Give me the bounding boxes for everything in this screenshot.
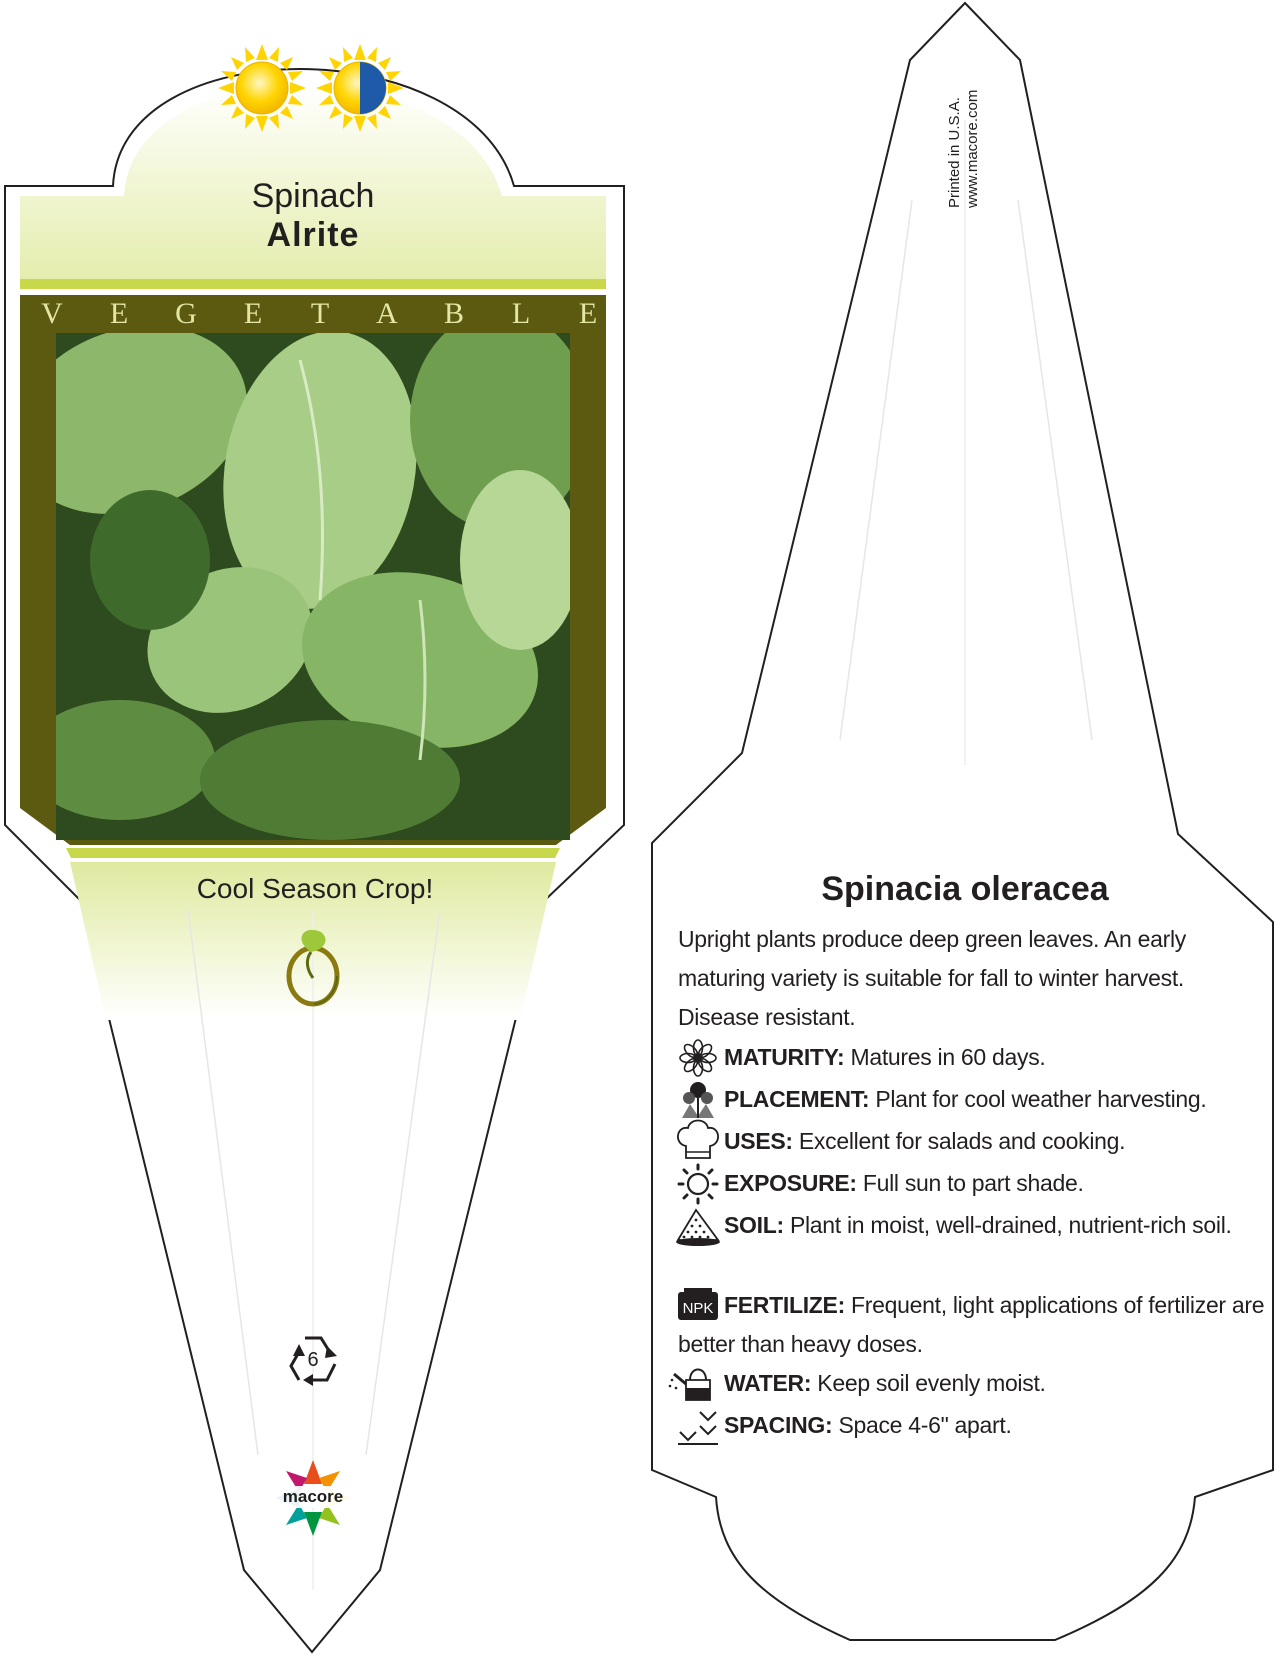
attribute-placement <box>678 1080 1268 1119</box>
attribute-label: EXPOSURE: <box>724 1170 857 1196</box>
category-letter: L <box>511 297 531 330</box>
botanical-name: Spinacia oleracea <box>821 870 1109 908</box>
attribute-label: WATER: <box>724 1370 812 1396</box>
attribute-text: Matures in 60 days. <box>850 1044 1046 1070</box>
website: www.macore.com <box>964 89 981 208</box>
part-shade-icon <box>316 44 404 132</box>
lime-rule-bottom <box>66 848 560 858</box>
attribute-water <box>678 1364 1268 1403</box>
category-letter: E <box>109 297 129 330</box>
attribute-text: Plant in moist, well-drained, nutrient-rich soil. <box>789 1212 1232 1238</box>
category-letter: B <box>443 297 464 330</box>
category-letter: A <box>376 297 398 330</box>
attribute-text: Plant for cool weather harvesting. <box>875 1086 1207 1112</box>
attribute-uses <box>678 1122 1268 1161</box>
attribute-maturity <box>678 1038 1268 1077</box>
printed-in-label: Printed in U.S.A. <box>946 97 963 208</box>
attribute-label: PLACEMENT: <box>724 1086 870 1112</box>
spinach-photo <box>0 294 590 840</box>
description: Upright plants produce deep green leaves. An early maturing variety is suitable for fall to winter harvest. Disease resistant. <box>678 926 1186 1030</box>
category-letter: V <box>41 297 63 330</box>
attribute-fertilize <box>678 1286 1268 1364</box>
attribute-text: Excellent for salads and cooking. <box>798 1128 1126 1154</box>
variety-name: Alrite <box>266 216 360 254</box>
attribute-label: FERTILIZE: <box>724 1292 845 1318</box>
category-banner <box>40 297 600 333</box>
printed-in <box>946 28 982 208</box>
category-letter: T <box>310 297 330 330</box>
npk-label: NPK <box>682 1300 714 1317</box>
attribute-exposure <box>678 1164 1268 1203</box>
category-letter: G <box>175 297 197 330</box>
attribute-soil <box>678 1206 1268 1245</box>
brand-name: macore <box>282 1487 344 1506</box>
recycle-code: 6 <box>307 1349 319 1371</box>
attribute-text: Full sun to part shade. <box>862 1170 1084 1196</box>
attribute-text: Frequent, light applications of fertilizer are better than heavy doses. <box>678 1292 1265 1357</box>
tagline: Cool Season Crop! <box>196 873 434 904</box>
category-letter: E <box>578 297 598 330</box>
category-letter: E <box>243 297 263 330</box>
attribute-text: Keep soil evenly moist. <box>817 1370 1046 1396</box>
attribute-text: Space 4-6" apart. <box>838 1412 1012 1438</box>
attribute-label: SOIL: <box>724 1212 784 1238</box>
attribute-label: USES: <box>724 1128 793 1154</box>
attribute-spacing <box>678 1406 1268 1445</box>
attribute-label: SPACING: <box>724 1412 833 1438</box>
common-name: Spinach <box>251 177 375 215</box>
attribute-label: MATURITY: <box>724 1044 845 1070</box>
full-sun-icon <box>218 44 306 132</box>
lime-rule-top <box>20 279 606 289</box>
